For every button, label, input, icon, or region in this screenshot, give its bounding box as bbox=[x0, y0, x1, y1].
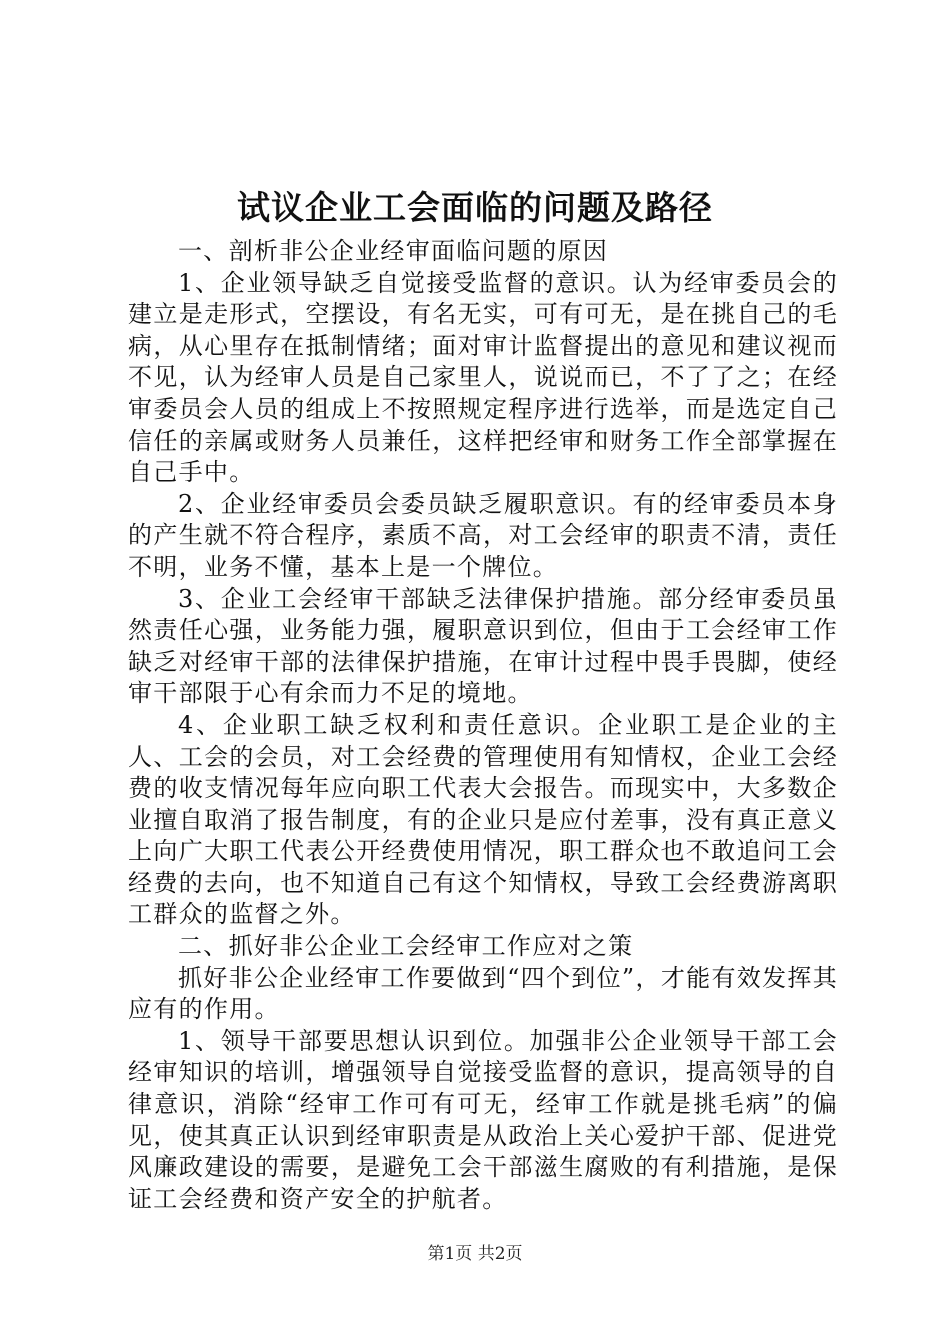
paragraph-countermeasures-intro: 抓好非公企业经审工作要做到“四个到位”，才能有效发挥其应有的作用。 bbox=[128, 963, 838, 1024]
paragraph-cause-3: 3、企业工会经审干部缺乏法律保护措施。部分经审委员虽然责任心强，业务能力强，履职意识到位，但由于工会经审工作缺乏对经审干部的法律保护措施，在审计过程中畏手畏脚，使经审干部限于心有余而力不足的境地。 bbox=[128, 584, 838, 708]
page-footer: 第1页 共2页 bbox=[427, 1244, 523, 1264]
document-title: 试议企业工会面临的问题及路径 bbox=[237, 188, 713, 227]
paragraph-cause-2: 2、企业经审委员会委员缺乏履职意识。有的经审委员本身的产生就不符合程序，素质不高，对工会经审的职责不清，责任不明，业务不懂，基本上是一个牌位。 bbox=[128, 489, 838, 581]
paragraph-cause-1: 1、企业领导缺乏自觉接受监督的意识。认为经审委员会的建立是走形式，空摆设，有名无实，可有可无，是在挑自己的毛病，从心里存在抵制情绪；面对审计监督提出的意见和建议视而不见，认为经审人员是自己家里人，说说而已，不了了之；在经审委员会人员的组成上不按照规定程序进行选举，而是选定自己信任的亲属或财务人员兼任，这样把经审和财务工作全部掌握在自己手中。 bbox=[128, 268, 838, 487]
section-heading-causes: 一、剖析非公企业经审面临问题的原因 bbox=[178, 237, 609, 265]
section-heading-countermeasures: 二、抓好非公企业工会经审工作应对之策 bbox=[178, 932, 634, 961]
document-body bbox=[128, 236, 838, 1215]
paragraph-cause-4: 4、企业职工缺乏权利和责任意识。企业职工是企业的主人、工会的会员，对工会经费的管理使用有知情权，企业工会经费的收支情况每年应向职工代表大会报告。而现实中，大多数企业擅自取消了报告制度，有的企业只是应付差事，没有真正意义上向广大职工代表公开经费使用情况，职工群众也不敢追问工会经费的去向，也不知道自己有这个知情权，导致工会经费游离职工群众的监督之外。 bbox=[128, 710, 838, 929]
paragraph-countermeasure-1: 1、领导干部要思想认识到位。加强非公企业领导干部工会经审知识的培训，增强领导自觉接受监督的意识，提高领导的自律意识，消除“经审工作可有可无，经审工作就是挑毛病”的偏见，使其真正认识到经审职责是从政治上关心爱护干部、促进党风廉政建设的需要，是避免工会干部滋生腐败的有利措施，是保证工会经费和资产安全的护航者。 bbox=[128, 1026, 838, 1213]
